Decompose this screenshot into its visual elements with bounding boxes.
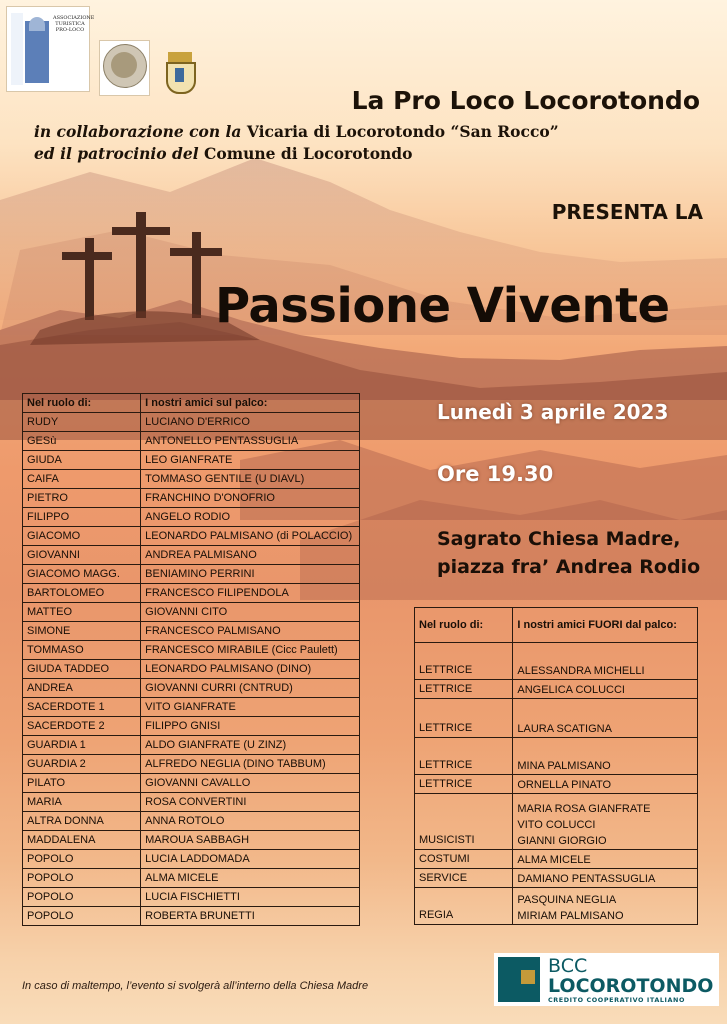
name-cell — [141, 793, 360, 812]
table-row — [23, 584, 360, 603]
name-line: FRANCESCO FILIPENDOLA — [145, 587, 289, 599]
name-cell — [141, 831, 360, 850]
name-line: GIOVANNI CURRI (CNTRUD) — [145, 682, 293, 694]
table-row — [23, 717, 360, 736]
name-line: ALMA MICELE — [145, 872, 219, 884]
name-cell — [141, 812, 360, 831]
name-cell — [141, 850, 360, 869]
event-title: Passione Vivente — [215, 278, 670, 334]
role-cell: POPOLO — [23, 888, 141, 907]
name-line: LUCIA FISCHIETTI — [145, 891, 240, 903]
name-line: LEO GIANFRATE — [145, 454, 233, 466]
role-cell: SACERDOTE 1 — [23, 698, 141, 717]
bcc-name: BCC — [548, 955, 588, 977]
name-line: ALFREDO NEGLIA (DINO TABBUM) — [145, 758, 326, 770]
role-cell: LETTRICE — [415, 699, 513, 738]
role-cell: GIACOMO MAGG. — [23, 565, 141, 584]
bcc-square-icon — [498, 957, 540, 1002]
role-cell: MARIA — [23, 793, 141, 812]
table-row — [23, 698, 360, 717]
table-row — [23, 546, 360, 565]
table-header-row — [23, 394, 360, 413]
event-venue: Sagrato Chiesa Madre, — [437, 528, 681, 550]
name-line: LUCIANO D'ERRICO — [145, 416, 250, 428]
name-cell — [141, 451, 360, 470]
table-row — [23, 413, 360, 432]
role-cell: GESù — [23, 432, 141, 451]
name-cell — [141, 869, 360, 888]
role-cell: CAIFA — [23, 470, 141, 489]
name-line: ORNELLA PINATO — [517, 779, 612, 791]
cast-table — [22, 393, 360, 926]
role-header: Nel ruolo di: — [23, 394, 141, 413]
bcc-town: LOCOROTONDO — [548, 975, 714, 997]
role-cell: BARTOLOMEO — [23, 584, 141, 603]
collaboration-line — [34, 122, 559, 141]
role-cell: SACERDOTE 2 — [23, 717, 141, 736]
name-line: FRANCESCO PALMISANO — [145, 625, 281, 637]
table-row — [415, 794, 698, 850]
name-line: GIOVANNI CITO — [145, 606, 228, 618]
name-cell — [141, 489, 360, 508]
bcc-sponsor-logo — [494, 953, 719, 1006]
role-cell: MUSICISTI — [415, 794, 513, 850]
table-row — [23, 641, 360, 660]
name-line: ANDREA PALMISANO — [145, 549, 257, 561]
table-row — [23, 755, 360, 774]
event-venue-address: piazza fra’ Andrea Rodio — [437, 556, 701, 578]
name-line: GIOVANNI CAVALLO — [145, 777, 251, 789]
name-line: GIANNI GIORGIO — [517, 835, 607, 847]
name-header: I nostri amici FUORI dal palco: — [513, 608, 698, 643]
name-line: FRANCHINO D'ONOFRIO — [145, 492, 275, 504]
role-cell: MADDALENA — [23, 831, 141, 850]
name-line: ALMA MICELE — [517, 854, 591, 866]
name-cell — [141, 527, 360, 546]
table-row — [23, 888, 360, 907]
role-cell: MATTEO — [23, 603, 141, 622]
role-cell: GUARDIA 1 — [23, 736, 141, 755]
role-cell: FILIPPO — [23, 508, 141, 527]
role-cell: ANDREA — [23, 679, 141, 698]
table-row — [23, 603, 360, 622]
table-row — [23, 736, 360, 755]
name-line: MARIA ROSA GIANFRATE — [517, 803, 651, 815]
table-row — [415, 869, 698, 888]
name-cell — [141, 907, 360, 926]
role-cell: POPOLO — [23, 850, 141, 869]
table-row — [415, 850, 698, 869]
role-cell: GIOVANNI — [23, 546, 141, 565]
pro-loco-logo-text: ASSOCIAZIONE TURISTICA PRO-LOCO — [53, 15, 95, 33]
name-line: MIRIAM PALMISANO — [517, 910, 624, 922]
role-cell: REGIA — [415, 888, 513, 925]
table-row — [23, 850, 360, 869]
name-cell — [141, 546, 360, 565]
weather-note: In caso di maltempo, l’evento si svolgerà all’interno della Chiesa Madre — [22, 980, 369, 992]
role-cell: LETTRICE — [415, 738, 513, 775]
table-row — [23, 470, 360, 489]
role-cell: TOMMASO — [23, 641, 141, 660]
table-row — [23, 907, 360, 926]
name-cell — [141, 698, 360, 717]
table-row — [23, 527, 360, 546]
name-line: TOMMASO GENTILE (U DIAVL) — [145, 473, 305, 485]
table-row — [23, 508, 360, 527]
name-line: VITO GIANFRATE — [145, 701, 236, 713]
name-cell — [513, 738, 698, 775]
table-row — [23, 451, 360, 470]
table-row — [23, 489, 360, 508]
event-date: Lunedì 3 aprile 2023 — [437, 400, 669, 424]
role-cell: ALTRA DONNA — [23, 812, 141, 831]
patronage-italic: ed il patrocinio del — [34, 144, 199, 163]
role-cell: GIUDA TADDEO — [23, 660, 141, 679]
name-line: ROBERTA BRUNETTI — [145, 910, 255, 922]
table-header-row — [415, 608, 698, 643]
name-cell — [513, 775, 698, 794]
name-line: ROSA CONVERTINI — [145, 796, 247, 808]
table-row — [415, 680, 698, 699]
name-cell — [141, 432, 360, 451]
patronage-name: Comune di Locorotondo — [204, 144, 413, 163]
collaboration-italic: in collaborazione con la — [34, 122, 242, 141]
name-line: LEONARDO PALMISANO (di POLACCIO) — [145, 530, 353, 542]
name-line: ANGELICA COLUCCI — [517, 684, 625, 696]
patronage-line — [34, 144, 413, 163]
name-cell — [141, 603, 360, 622]
table-row — [23, 831, 360, 850]
name-cell — [141, 641, 360, 660]
table-row — [415, 738, 698, 775]
name-header: I nostri amici sul palco: — [141, 394, 360, 413]
role-cell: SIMONE — [23, 622, 141, 641]
name-cell — [513, 869, 698, 888]
table-row — [415, 888, 698, 925]
name-line: ALESSANDRA MICHELLI — [517, 665, 645, 677]
name-line: DAMIANO PENTASSUGLIA — [517, 873, 656, 885]
role-cell: COSTUMI — [415, 850, 513, 869]
collaboration-name: Vicaria di Locorotondo “San Rocco” — [246, 122, 559, 141]
name-cell — [513, 643, 698, 680]
table-row — [23, 622, 360, 641]
name-cell — [141, 774, 360, 793]
crew-table — [414, 607, 698, 925]
name-line: ANNA ROTOLO — [145, 815, 225, 827]
presents-label: PRESENTA LA — [551, 200, 703, 224]
role-cell: GUARDIA 2 — [23, 755, 141, 774]
table-row — [23, 869, 360, 888]
role-cell: PILATO — [23, 774, 141, 793]
organizer-title: La Pro Loco Locorotondo — [351, 86, 700, 115]
table-row — [23, 660, 360, 679]
name-cell — [513, 794, 698, 850]
table-row — [23, 812, 360, 831]
name-line: ANGELO RODIO — [145, 511, 231, 523]
name-cell — [141, 755, 360, 774]
role-cell: SERVICE — [415, 869, 513, 888]
name-line: LAURA SCATIGNA — [517, 723, 612, 735]
name-cell — [513, 680, 698, 699]
role-cell: POPOLO — [23, 869, 141, 888]
name-cell — [141, 470, 360, 489]
role-cell: POPOLO — [23, 907, 141, 926]
role-cell: GIACOMO — [23, 527, 141, 546]
name-line: VITO COLUCCI — [517, 819, 596, 831]
table-row — [415, 643, 698, 680]
name-line: FILIPPO GNISI — [145, 720, 221, 732]
role-cell: PIETRO — [23, 489, 141, 508]
name-cell — [513, 850, 698, 869]
table-row — [23, 432, 360, 451]
name-cell — [141, 413, 360, 432]
name-cell — [141, 679, 360, 698]
name-cell — [141, 717, 360, 736]
name-line: MAROUA SABBAGH — [145, 834, 250, 846]
name-cell — [141, 736, 360, 755]
role-cell: LETTRICE — [415, 775, 513, 794]
table-row — [23, 679, 360, 698]
name-line: ANTONELLO PENTASSUGLIA — [145, 435, 299, 447]
table-row — [23, 565, 360, 584]
name-line: MINA PALMISANO — [517, 760, 611, 772]
table-row — [23, 774, 360, 793]
name-line: LUCIA LADDOMADA — [145, 853, 250, 865]
table-row — [415, 699, 698, 738]
name-cell — [141, 584, 360, 603]
name-line: LEONARDO PALMISANO (DINO) — [145, 663, 312, 675]
role-cell: GIUDA — [23, 451, 141, 470]
name-line: BENIAMINO PERRINI — [145, 568, 255, 580]
role-header: Nel ruolo di: — [415, 608, 513, 643]
role-cell: LETTRICE — [415, 643, 513, 680]
role-cell: LETTRICE — [415, 680, 513, 699]
bcc-tagline: CREDITO COOPERATIVO ITALIANO — [548, 996, 686, 1004]
table-row — [415, 775, 698, 794]
pro-loco-logo — [6, 6, 95, 92]
name-line: FRANCESCO MIRABILE (Cicc Paulett) — [145, 644, 338, 656]
name-cell — [513, 699, 698, 738]
name-line: ALDO GIANFRATE (U ZINZ) — [145, 739, 287, 751]
name-cell — [513, 888, 698, 925]
name-cell — [141, 565, 360, 584]
name-cell — [141, 660, 360, 679]
name-cell — [141, 888, 360, 907]
name-cell — [141, 508, 360, 527]
name-line: PASQUINA NEGLIA — [517, 894, 617, 906]
name-cell — [141, 622, 360, 641]
role-cell: RUDY — [23, 413, 141, 432]
table-row — [23, 793, 360, 812]
event-time: Ore 19.30 — [437, 462, 554, 486]
